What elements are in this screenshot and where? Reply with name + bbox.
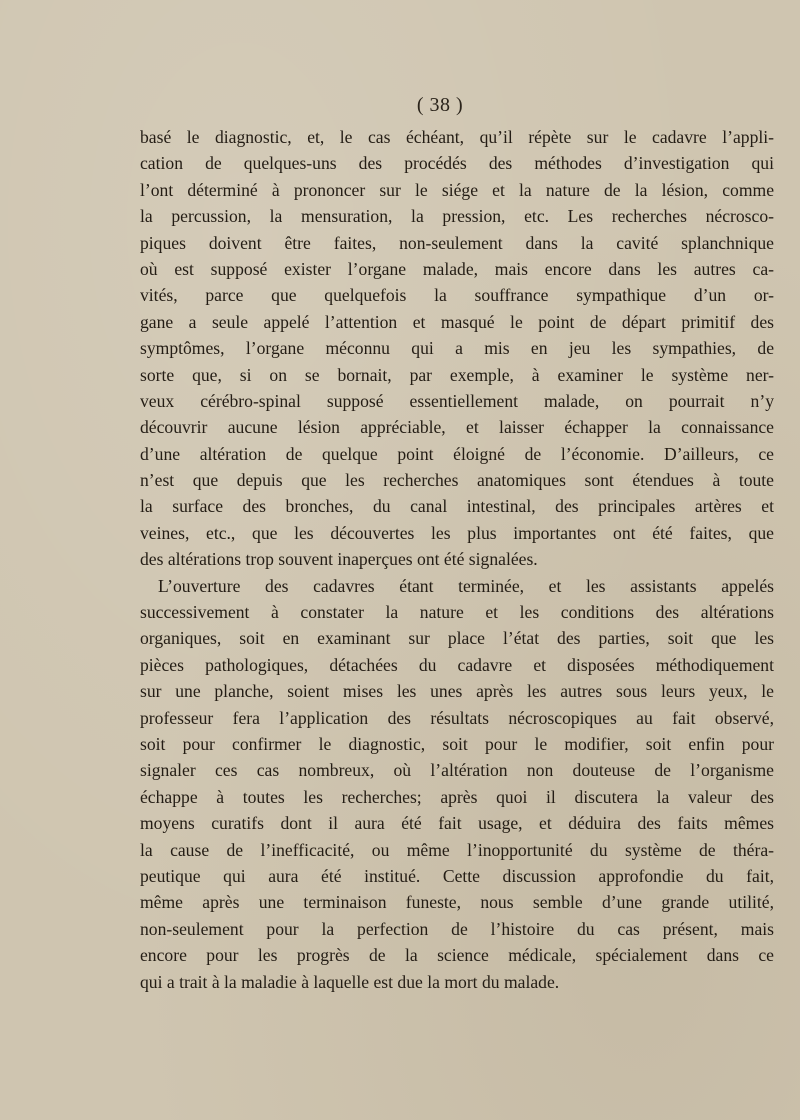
text-line: où est supposé exister l’organe malade, mais encore dans les autres ca- bbox=[140, 258, 774, 279]
text-line: vités, parce que quelquefois la souffrance sympathique d’un or- bbox=[140, 285, 774, 306]
text-line: d’une altération de quelque point éloigné de l’économie. D’ailleurs, ce bbox=[140, 443, 774, 464]
text-line: professeur fera l’application des résultats nécroscopiques au fait observé, bbox=[140, 707, 774, 728]
text-line: L’ouverture des cadavres étant terminée, et les assistants appelés bbox=[158, 575, 774, 596]
text-line: la cause de l’inefficacité, ou même l’inopportunité du système de théra- bbox=[140, 839, 774, 860]
text-line: la percussion, la mensuration, la pression, etc. Les recherches nécrosco- bbox=[140, 206, 774, 227]
text-line: pièces pathologiques, détachées du cadavre et disposées méthodiquement bbox=[140, 654, 774, 675]
text-line: n’est que depuis que les recherches anatomiques sont étendues à toute bbox=[140, 470, 774, 491]
text-line: veines, etc., que les découvertes les plus importantes ont été faites, que bbox=[140, 522, 774, 543]
text-line: basé le diagnostic, et, le cas échéant, qu’il répète sur le cadavre l’appli- bbox=[140, 127, 774, 147]
text-line: même après une terminaison funeste, nous semble d’une grande utilité, bbox=[140, 892, 774, 913]
text-line: découvrir aucune lésion appréciable, et laisser échapper la connaissance bbox=[140, 417, 774, 438]
text-line: sorte que, si on se bornait, par exemple, à examiner le système ner- bbox=[140, 364, 774, 385]
page-number: ( 38 ) bbox=[416, 94, 464, 116]
text-line: peutique qui aura été institué. Cette discussion approfondie du fait, bbox=[140, 865, 774, 886]
text-line: piques doivent être faites, non-seulement dans la cavité splanchnique bbox=[140, 232, 774, 253]
text-line: signaler ces cas nombreux, où l’altération non douteuse de l’organisme bbox=[140, 760, 774, 781]
text-line: l’ont déterminé à prononcer sur le siége et la nature de la lésion, comme bbox=[140, 179, 774, 200]
text-line: encore pour les progrès de la science médicale, spécialement dans ce bbox=[140, 945, 774, 966]
body-text bbox=[140, 124, 774, 995]
text-line: qui a trait à la maladie à laquelle est due la mort du malade. bbox=[140, 971, 560, 992]
text-line: gane a seule appelé l’attention et masqué le point de départ primitif des bbox=[140, 311, 774, 332]
text-line: la surface des bronches, du canal intestinal, des principales artères et bbox=[140, 496, 774, 517]
text-line: cation de quelques-uns des procédés des méthodes d’investigation qui bbox=[140, 153, 774, 174]
text-line: échappe à toutes les recherches; après quoi il discutera la valeur des bbox=[140, 786, 774, 807]
text-line: organiques, soit en examinant sur place l’état des parties, soit que les bbox=[140, 628, 774, 649]
paragraph-2 bbox=[140, 573, 774, 995]
text-line: des altérations trop souvent inaperçues ont été signalées. bbox=[140, 549, 538, 570]
text-line: soit pour confirmer le diagnostic, soit pour le modifier, soit enfin pour bbox=[140, 733, 774, 754]
text-line: veux cérébro-spinal supposé essentiellement malade, on pourrait n’y bbox=[140, 390, 774, 411]
text-line: moyens curatifs dont il aura été fait usage, et déduira des faits mêmes bbox=[140, 813, 774, 834]
text-line: successivement à constater la nature et les conditions des altérations bbox=[140, 602, 774, 623]
text-line: symptômes, l’organe méconnu qui a mis en jeu les sympathies, de bbox=[140, 338, 774, 359]
text-line: non-seulement pour la perfection de l’histoire du cas présent, mais bbox=[140, 918, 774, 939]
paragraph-1 bbox=[140, 124, 774, 573]
text-line: sur une planche, soient mises les unes après les autres sous leurs yeux, le bbox=[140, 681, 774, 702]
